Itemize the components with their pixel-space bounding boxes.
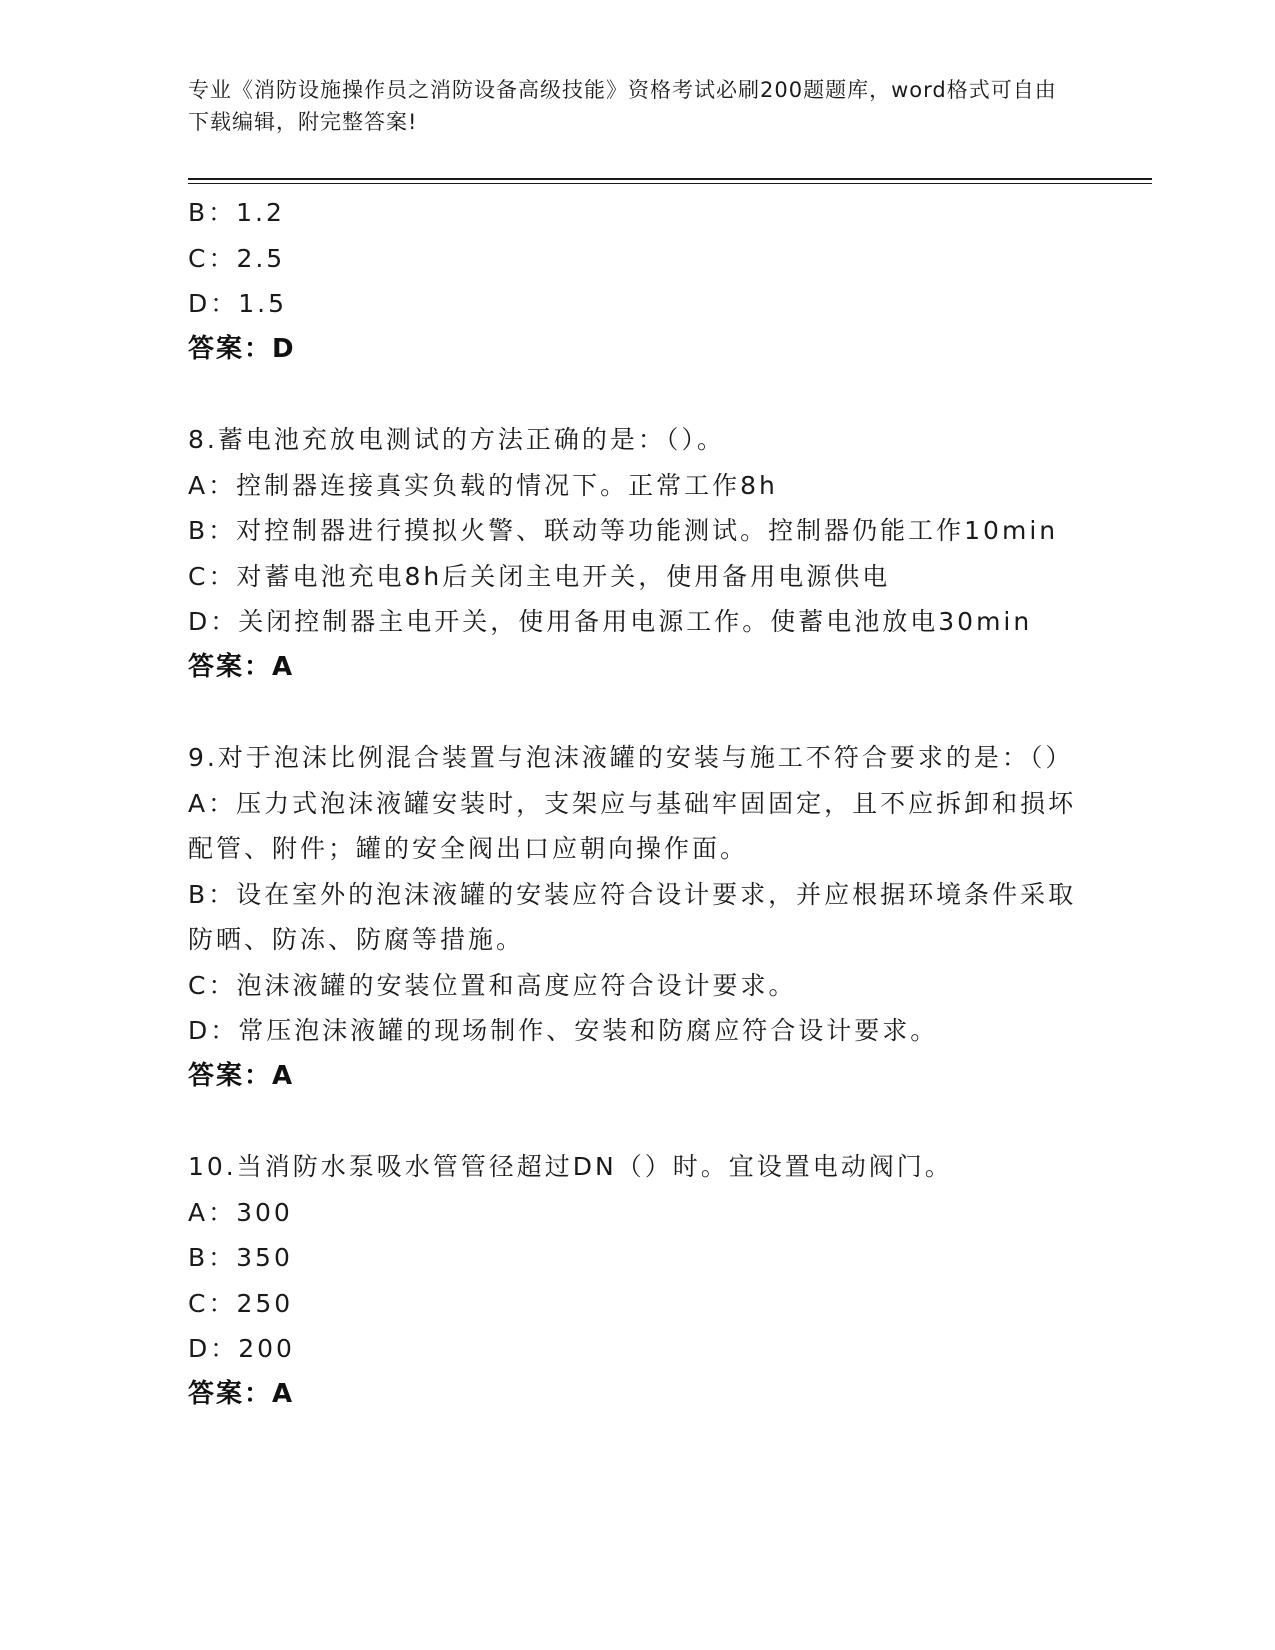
q9-option-d: D：常压泡沫液罐的现场制作、安装和防腐应符合设计要求。 <box>188 1016 939 1045</box>
q10-answer: 答案：A <box>188 1378 295 1409</box>
document-header: 专业《消防设施操作员之消防设备高级技能》资格考试必刷200题题库，word格式可自由下载编辑，附完整答案! <box>188 78 1057 134</box>
q7-answer: 答案：D <box>188 333 296 364</box>
spacer <box>188 690 1088 735</box>
question-list <box>188 190 1088 1417</box>
q8-option-c: C：对蓄电池充电8h后关闭主电开关，使用备用电源供电 <box>188 561 891 591</box>
q8-option-d: D：关闭控制器主电开关，使用备用电源工作。使蓄电池放电30min <box>188 607 1033 636</box>
q9-option-a: A：压力式泡沫液罐安装时，支架应与基础牢固固定，且不应拆卸和损坏配管、附件；罐的安全阀出口应朝向操作面。 <box>188 788 1077 863</box>
q10-question: 10.当消防水泵吸水管管径超过DN（）时。宜设置电动阀门。 <box>188 1152 953 1181</box>
q9-question: 9.对于泡沫比例混合装置与泡沫液罐的安装与施工不符合要求的是：（） <box>188 743 1074 772</box>
header-rule-thin <box>188 183 1152 184</box>
q10-option-d: D：200 <box>188 1334 295 1363</box>
question-10-block <box>188 1144 1088 1417</box>
question-8-block <box>188 417 1088 690</box>
q10-option-a: A：300 <box>188 1197 293 1227</box>
q8-answer: 答案：A <box>188 651 295 682</box>
q9-option-c: C：泡沫液罐的安装位置和高度应符合设计要求。 <box>188 970 797 1000</box>
q9-option-b: B：设在室外的泡沫液罐的安装应符合设计要求，并应根据环境条件采取防晒、防冻、防腐等措施。 <box>188 879 1077 954</box>
question-7-block <box>188 190 1088 372</box>
q10-option-c: C：250 <box>188 1288 294 1318</box>
q7-option-d: D：1.5 <box>188 289 288 318</box>
q8-option-a: A：控制器连接真实负载的情况下。正常工作8h <box>188 470 778 500</box>
q8-option-b: B：对控制器进行摸拟火警、联动等功能测试。控制器仍能工作10min <box>188 516 1059 545</box>
header-rule-thick <box>188 178 1152 180</box>
spacer <box>188 1099 1088 1144</box>
q10-option-b: B：350 <box>188 1243 293 1272</box>
q7-option-b: B：1.2 <box>188 198 285 227</box>
q7-option-c: C：2.5 <box>188 243 286 273</box>
question-9-block <box>188 735 1088 1099</box>
q9-answer: 答案：A <box>188 1060 295 1091</box>
spacer <box>188 372 1088 417</box>
q8-question: 8.蓄电池充放电测试的方法正确的是：（）。 <box>188 425 725 454</box>
